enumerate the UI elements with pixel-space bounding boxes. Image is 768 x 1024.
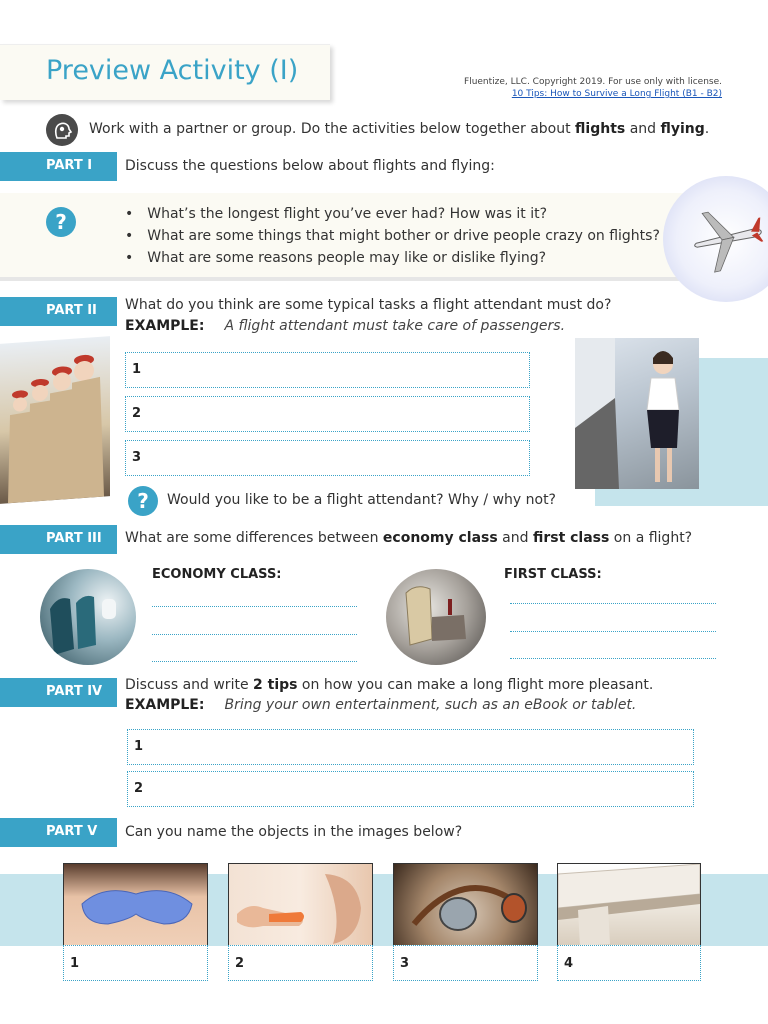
part-4-example xyxy=(125,697,636,713)
object-answer-4[interactable]: 4 xyxy=(557,945,701,981)
question-bubble-icon: ? xyxy=(128,486,158,516)
part-2-prompt: What do you think are some typical tasks a flight attendant must do? xyxy=(125,297,612,313)
economy-class-label: ECONOMY CLASS: xyxy=(152,567,282,582)
discussion-head-icon xyxy=(46,114,78,146)
first-answer-line-1[interactable] xyxy=(510,603,716,604)
economy-answer-line-3[interactable] xyxy=(152,661,357,662)
part-4-prompt-b: on how you can make a long flight more pleasant. xyxy=(297,677,654,693)
part-2-example xyxy=(125,318,565,334)
overhead-bin-photo xyxy=(557,863,701,947)
part-3-tag: PART III xyxy=(0,525,117,554)
example-text: A flight attendant must take care of passengers. xyxy=(224,318,566,334)
part-4-prompt xyxy=(125,677,653,693)
example-label: EXAMPLE: xyxy=(125,318,205,334)
object-answer-2[interactable]: 2 xyxy=(228,945,373,981)
part-4-bold: 2 tips xyxy=(253,677,298,693)
list-item: • What are some reasons people may like or dislike flying? xyxy=(125,247,660,269)
intro-bold-flying: flying xyxy=(660,121,705,137)
flight-attendant-photo xyxy=(575,338,699,489)
part-4-prompt-a: Discuss and write xyxy=(125,677,254,693)
list-item: • What are some things that might bother or drive people crazy on flights? xyxy=(125,225,660,247)
example-text: Bring your own entertainment, such as an eBook or tablet. xyxy=(224,697,637,713)
part-3-prompt-b: on a flight? xyxy=(609,530,693,546)
part-2-answer-1[interactable]: 1 xyxy=(125,352,530,388)
page-title: Preview Activity (I) xyxy=(46,55,299,86)
part-2-followup: Would you like to be a flight attendant? Why / why not? xyxy=(167,492,556,508)
part-4-answer-1[interactable]: 1 xyxy=(127,729,694,765)
part-5-tag: PART V xyxy=(0,818,117,847)
question-bubble-icon: ? xyxy=(46,207,76,237)
object-answer-3[interactable]: 3 xyxy=(393,945,538,981)
economy-class-photo xyxy=(40,569,136,665)
part-4-answer-2[interactable]: 2 xyxy=(127,771,694,807)
part-3-bold-economy: economy class xyxy=(382,530,498,546)
headphones-photo xyxy=(393,863,538,947)
part-2-answer-3[interactable]: 3 xyxy=(125,440,530,476)
first-answer-line-3[interactable] xyxy=(510,658,716,659)
lesson-link[interactable]: 10 Tips: How to Survive a Long Flight (B1 - B2) xyxy=(511,89,722,99)
title-box xyxy=(0,44,330,100)
first-class-photo xyxy=(386,569,486,665)
part-3-prompt-a: What are some differences between xyxy=(125,530,383,546)
sleep-mask-photo xyxy=(63,863,208,947)
intro-end: . xyxy=(704,121,710,137)
intro-lead: Work with a partner or group. Do the activities below together about xyxy=(89,121,576,137)
part-1-prompt: Discuss the questions below about flights and flying: xyxy=(125,158,495,174)
example-label: EXAMPLE: xyxy=(125,697,205,713)
first-class-label: FIRST CLASS: xyxy=(504,567,602,582)
earplugs-photo xyxy=(228,863,373,947)
economy-answer-line-1[interactable] xyxy=(152,606,357,607)
part-2-tag: PART II xyxy=(0,297,117,326)
economy-answer-line-2[interactable] xyxy=(152,634,357,635)
intro-instruction xyxy=(89,121,709,137)
part-4-tag: PART IV xyxy=(0,678,117,707)
first-answer-line-2[interactable] xyxy=(510,631,716,632)
airplane-photo xyxy=(663,176,768,302)
intro-bold-flights: flights xyxy=(575,121,626,137)
part-2-answer-2[interactable]: 2 xyxy=(125,396,530,432)
flight-attendants-photo xyxy=(0,336,110,504)
copyright-text: Fluentize, LLC. Copyright 2019. For use only with license. xyxy=(464,77,722,87)
part-3-prompt xyxy=(125,530,692,546)
list-item: • What’s the longest flight you’ve ever had? How was it it? xyxy=(125,203,660,225)
object-answer-1[interactable]: 1 xyxy=(63,945,208,981)
part-5-prompt: Can you name the objects in the images below? xyxy=(125,824,463,840)
part-1-question-list xyxy=(125,203,660,269)
intro-and: and xyxy=(625,121,661,137)
part-3-and: and xyxy=(497,530,533,546)
part-3-bold-first: first class xyxy=(532,530,610,546)
part-1-tag: PART I xyxy=(0,152,117,181)
copyright-notice xyxy=(464,76,722,100)
